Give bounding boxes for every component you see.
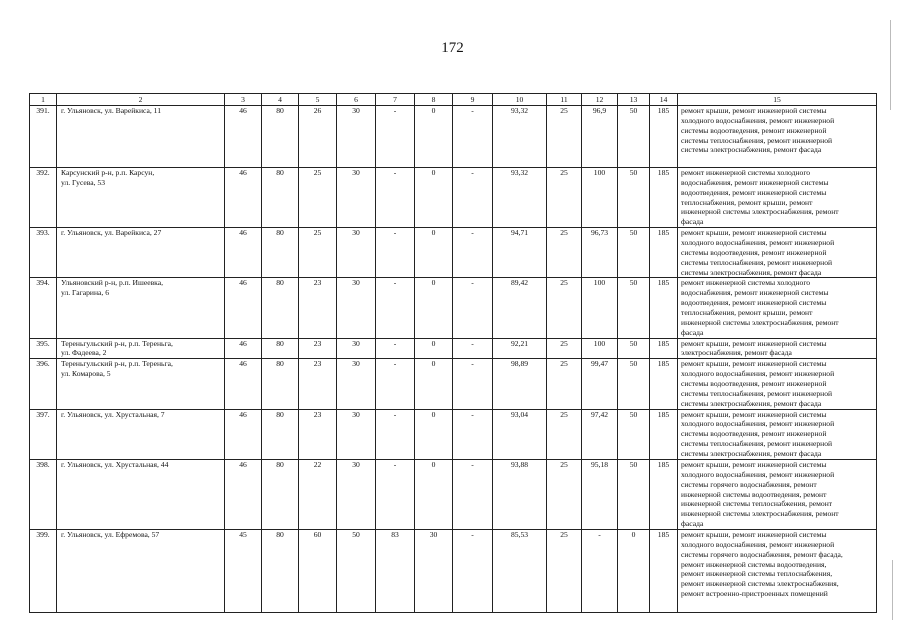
value-cell: 80	[262, 529, 299, 612]
value-cell: 50	[618, 359, 650, 409]
scan-edge-mark	[890, 20, 891, 110]
value-cell: 96,9	[582, 106, 618, 168]
page-number: 172	[441, 40, 464, 56]
works-cell-line: ремонт крыши, ремонт инженерной системы	[681, 338, 827, 348]
works-table-container	[29, 93, 877, 613]
address-cell	[57, 409, 225, 459]
value-cell: -	[376, 228, 415, 278]
value-cell: 23	[299, 338, 337, 359]
column-header: 10	[493, 94, 547, 106]
value-cell: 0	[618, 529, 650, 612]
table-row	[30, 278, 877, 338]
works-cell	[678, 338, 877, 359]
value-cell: 23	[299, 409, 337, 459]
address-cell-line: г. Ульяновск, ул. Ефремова, 57	[61, 529, 160, 539]
table-row	[30, 168, 877, 228]
value-cell: 50	[618, 278, 650, 338]
address-cell-line: Карсунский р-н, р.п. Карсун,	[61, 168, 155, 177]
value-cell: 80	[262, 338, 299, 359]
value-cell: -	[376, 278, 415, 338]
works-cell-line: системы теплоснабжения, ремонт инженерной	[681, 135, 833, 145]
address-cell	[57, 106, 225, 168]
value-cell: 0	[415, 359, 453, 409]
works-cell	[678, 359, 877, 409]
value-cell: 100	[582, 168, 618, 228]
value-cell: -	[453, 359, 493, 409]
value-cell: 30	[337, 338, 376, 359]
value-cell: 26	[299, 106, 337, 168]
works-cell-line: системы электроснабжения, ремонт фасада	[681, 145, 822, 155]
value-cell: 80	[262, 168, 299, 228]
value-cell: 0	[415, 278, 453, 338]
works-cell-line: ремонт крыши, ремонт инженерной системы	[681, 359, 827, 369]
value-cell: 25	[547, 338, 582, 359]
value-cell: 185	[650, 459, 678, 529]
value-cell: 30	[337, 168, 376, 228]
value-cell: 30	[337, 459, 376, 529]
works-cell-line: ремонт инженерной системы холодного	[681, 168, 811, 177]
works-cell-line: ремонт крыши, ремонт инженерной системы	[681, 459, 827, 469]
value-cell: 80	[262, 359, 299, 409]
value-cell: -	[453, 106, 493, 168]
address-cell	[57, 228, 225, 278]
works-cell-line: холодного водоснабжения, ремонт инженерной	[681, 419, 835, 429]
value-cell: 50	[618, 168, 650, 228]
works-cell-line: холодного водоснабжения, ремонт инженерной	[681, 369, 835, 379]
column-header: 15	[678, 94, 877, 106]
works-cell-line: системы горячего водоснабжения, ремонт фасада,	[681, 549, 843, 559]
value-cell: -	[376, 459, 415, 529]
column-header: 14	[650, 94, 678, 106]
works-cell-line: системы водоотведения, ремонт инженерной	[681, 247, 827, 257]
value-cell: 185	[650, 228, 678, 278]
value-cell: 46	[225, 278, 262, 338]
works-cell-line: холодного водоснабжения, ремонт инженерной	[681, 539, 835, 549]
value-cell: 30	[337, 409, 376, 459]
value-cell: 0	[415, 409, 453, 459]
value-cell: 95,18	[582, 459, 618, 529]
value-cell: 80	[262, 278, 299, 338]
value-cell: 46	[225, 106, 262, 168]
value-cell: 94,71	[493, 228, 547, 278]
works-cell-line: ремонт инженерной системы водоотведения,	[681, 559, 827, 569]
works-cell-line: водоснабжения, ремонт инженерной системы	[681, 177, 829, 187]
works-cell-line: системы теплоснабжения, ремонт инженерной	[681, 439, 833, 449]
value-cell: 100	[582, 278, 618, 338]
value-cell: 93,32	[493, 168, 547, 228]
works-cell-line: холодного водоснабжения, ремонт инженерной	[681, 238, 835, 248]
value-cell: 80	[262, 228, 299, 278]
table-row	[30, 359, 877, 409]
value-cell: 25	[547, 278, 582, 338]
works-cell-line: инженерной системы электроснабжения, ремонт	[681, 207, 839, 217]
value-cell: 30	[337, 228, 376, 278]
value-cell: 23	[299, 359, 337, 409]
value-cell: 99,47	[582, 359, 618, 409]
address-cell-line: г. Ульяновск, ул. Хрустальная, 7	[61, 409, 165, 419]
value-cell: -	[453, 529, 493, 612]
value-cell: -	[376, 168, 415, 228]
table-row	[30, 228, 877, 278]
row-number: 392.	[30, 168, 57, 228]
value-cell: 46	[225, 338, 262, 359]
value-cell: -	[376, 359, 415, 409]
value-cell: 93,04	[493, 409, 547, 459]
works-cell-line: ремонт инженерной системы электроснабжения,	[681, 579, 839, 589]
address-cell-line: Ульяновский р-н, р.п. Ишеевка,	[61, 278, 163, 288]
column-header: 6	[337, 94, 376, 106]
value-cell: 30	[337, 359, 376, 409]
works-cell	[678, 168, 877, 228]
value-cell: 80	[262, 459, 299, 529]
address-cell-line: ул. Фадеева, 2	[61, 348, 107, 358]
column-header: 2	[57, 94, 225, 106]
works-cell-line: ремонт крыши, ремонт инженерной системы	[681, 529, 827, 539]
value-cell: 60	[299, 529, 337, 612]
works-cell-line: электроснабжения, ремонт фасада	[681, 348, 792, 358]
column-header: 7	[376, 94, 415, 106]
value-cell: 0	[415, 338, 453, 359]
value-cell: 0	[415, 459, 453, 529]
value-cell: -	[376, 409, 415, 459]
value-cell: 46	[225, 459, 262, 529]
value-cell: 80	[262, 409, 299, 459]
works-table	[29, 93, 877, 613]
column-header: 4	[262, 94, 299, 106]
row-number: 399.	[30, 529, 57, 612]
row-number: 396.	[30, 359, 57, 409]
works-cell-line: водоснабжения, ремонт инженерной системы	[681, 288, 829, 298]
value-cell: 185	[650, 409, 678, 459]
value-cell: 25	[547, 168, 582, 228]
address-cell	[57, 168, 225, 228]
value-cell: 25	[547, 228, 582, 278]
value-cell: 50	[618, 228, 650, 278]
works-cell-line: холодного водоснабжения, ремонт инженерной	[681, 115, 835, 125]
value-cell: -	[453, 278, 493, 338]
row-number: 398.	[30, 459, 57, 529]
address-cell-line: г. Ульяновск, ул. Варейкиса, 11	[61, 106, 161, 115]
column-header: 9	[453, 94, 493, 106]
value-cell: 46	[225, 228, 262, 278]
value-cell: 0	[415, 228, 453, 278]
address-cell-line: г. Ульяновск, ул. Хрустальная, 44	[61, 459, 169, 469]
address-cell-line: Тереньгульский р-н, р.п. Тереньга,	[61, 338, 173, 348]
value-cell: -	[376, 338, 415, 359]
value-cell: 185	[650, 338, 678, 359]
value-cell: 50	[618, 409, 650, 459]
value-cell: 46	[225, 359, 262, 409]
works-cell-line: ремонт инженерной системы холодного	[681, 278, 811, 288]
address-cell	[57, 278, 225, 338]
works-cell-line: теплоснабжения, ремонт крыши, ремонт	[681, 308, 813, 318]
works-cell-line: водоотведения, ремонт инженерной системы	[681, 298, 827, 308]
works-cell-line: системы водоотведения, ремонт инженерной	[681, 429, 827, 439]
address-cell-line: Тереньгульский р-н, р.п. Тереньга,	[61, 359, 173, 369]
works-cell	[678, 409, 877, 459]
works-cell-line: системы теплоснабжения, ремонт инженерной	[681, 388, 833, 398]
value-cell: 30	[415, 529, 453, 612]
value-cell: 83	[376, 529, 415, 612]
column-header: 5	[299, 94, 337, 106]
value-cell: 85,53	[493, 529, 547, 612]
value-cell: -	[582, 529, 618, 612]
address-cell-line: ул. Комарова, 5	[61, 369, 111, 379]
table-row	[30, 409, 877, 459]
value-cell: -	[453, 409, 493, 459]
value-cell: 50	[618, 106, 650, 168]
works-cell-line: холодного водоснабжения, ремонт инженерной	[681, 469, 835, 479]
address-cell-line: г. Ульяновск, ул. Варейкиса, 27	[61, 228, 162, 238]
value-cell: 100	[582, 338, 618, 359]
address-cell	[57, 529, 225, 612]
value-cell: 50	[337, 529, 376, 612]
value-cell: 45	[225, 529, 262, 612]
value-cell: 30	[337, 278, 376, 338]
works-cell-line: системы горячего водоснабжения, ремонт	[681, 479, 817, 489]
value-cell: 92,21	[493, 338, 547, 359]
value-cell: 25	[547, 359, 582, 409]
value-cell: 50	[618, 459, 650, 529]
scan-edge-mark	[892, 560, 893, 620]
works-cell-line: инженерной системы электроснабжения, ремонт	[681, 317, 839, 327]
header-row	[30, 94, 877, 106]
value-cell: 46	[225, 168, 262, 228]
address-cell	[57, 459, 225, 529]
table-body	[30, 94, 877, 613]
value-cell: 25	[547, 106, 582, 168]
table-row	[30, 459, 877, 529]
works-cell-line: фасада	[681, 217, 704, 227]
works-cell-line: ремонт встроенно-пристроенных помещений	[681, 589, 828, 599]
row-number: 391.	[30, 106, 57, 168]
works-cell-line: ремонт инженерной системы теплоснабжения,	[681, 569, 833, 579]
value-cell: 185	[650, 278, 678, 338]
works-cell	[678, 278, 877, 338]
works-cell-line: системы электроснабжения, ремонт фасада	[681, 267, 822, 277]
column-header: 12	[582, 94, 618, 106]
row-number: 393.	[30, 228, 57, 278]
table-row	[30, 338, 877, 359]
value-cell: 0	[415, 168, 453, 228]
address-cell	[57, 338, 225, 359]
works-cell	[678, 459, 877, 529]
value-cell: 98,89	[493, 359, 547, 409]
works-cell-line: системы электроснабжения, ремонт фасада	[681, 398, 822, 408]
value-cell: 25	[547, 459, 582, 529]
value-cell: 185	[650, 106, 678, 168]
value-cell: 25	[547, 529, 582, 612]
column-header: 1	[30, 94, 57, 106]
works-cell	[678, 106, 877, 168]
value-cell: 96,73	[582, 228, 618, 278]
value-cell: 23	[299, 278, 337, 338]
value-cell: -	[453, 168, 493, 228]
value-cell: 93,32	[493, 106, 547, 168]
value-cell: 46	[225, 409, 262, 459]
table-row	[30, 529, 877, 612]
works-cell-line: инженерной системы электроснабжения, ремонт	[681, 509, 839, 519]
value-cell: 0	[415, 106, 453, 168]
row-number: 395.	[30, 338, 57, 359]
works-cell-line: системы электроснабжения, ремонт фасада	[681, 449, 822, 459]
works-cell-line: системы водоотведения, ремонт инженерной	[681, 379, 827, 389]
address-cell	[57, 359, 225, 409]
address-cell-line: ул. Гагарина, 6	[61, 288, 109, 298]
works-cell-line: ремонт крыши, ремонт инженерной системы	[681, 228, 827, 238]
works-cell	[678, 529, 877, 612]
value-cell: -	[453, 338, 493, 359]
works-cell-line: системы теплоснабжения, ремонт инженерной	[681, 257, 833, 267]
value-cell: 25	[299, 228, 337, 278]
value-cell: 25	[547, 409, 582, 459]
value-cell: 185	[650, 359, 678, 409]
works-cell-line: инженерной системы теплоснабжения, ремонт	[681, 499, 833, 509]
value-cell: 93,88	[493, 459, 547, 529]
value-cell: 185	[650, 168, 678, 228]
works-cell-line: ремонт крыши, ремонт инженерной системы	[681, 106, 827, 115]
value-cell: 185	[650, 529, 678, 612]
column-header: 8	[415, 94, 453, 106]
value-cell: 25	[299, 168, 337, 228]
row-number: 394.	[30, 278, 57, 338]
value-cell: 89,42	[493, 278, 547, 338]
works-cell-line: водоотведения, ремонт инженерной системы	[681, 187, 827, 197]
works-cell-line: ремонт крыши, ремонт инженерной системы	[681, 409, 827, 419]
value-cell: 50	[618, 338, 650, 359]
works-cell-line: инженерной системы водоотведения, ремонт	[681, 489, 827, 499]
works-cell-line: системы водоотведения, ремонт инженерной	[681, 125, 827, 135]
value-cell: 97,42	[582, 409, 618, 459]
table-row	[30, 106, 877, 168]
value-cell: -	[376, 106, 415, 168]
address-cell-line: ул. Гусева, 53	[61, 177, 106, 187]
column-header: 13	[618, 94, 650, 106]
works-cell	[678, 228, 877, 278]
value-cell: 80	[262, 106, 299, 168]
value-cell: -	[453, 228, 493, 278]
row-number: 397.	[30, 409, 57, 459]
works-cell-line: фасада	[681, 327, 704, 337]
value-cell: 22	[299, 459, 337, 529]
column-header: 3	[225, 94, 262, 106]
works-cell-line: теплоснабжения, ремонт крыши, ремонт	[681, 197, 813, 207]
works-cell-line: фасада	[681, 519, 704, 529]
column-header: 11	[547, 94, 582, 106]
value-cell: -	[453, 459, 493, 529]
value-cell: 30	[337, 106, 376, 168]
